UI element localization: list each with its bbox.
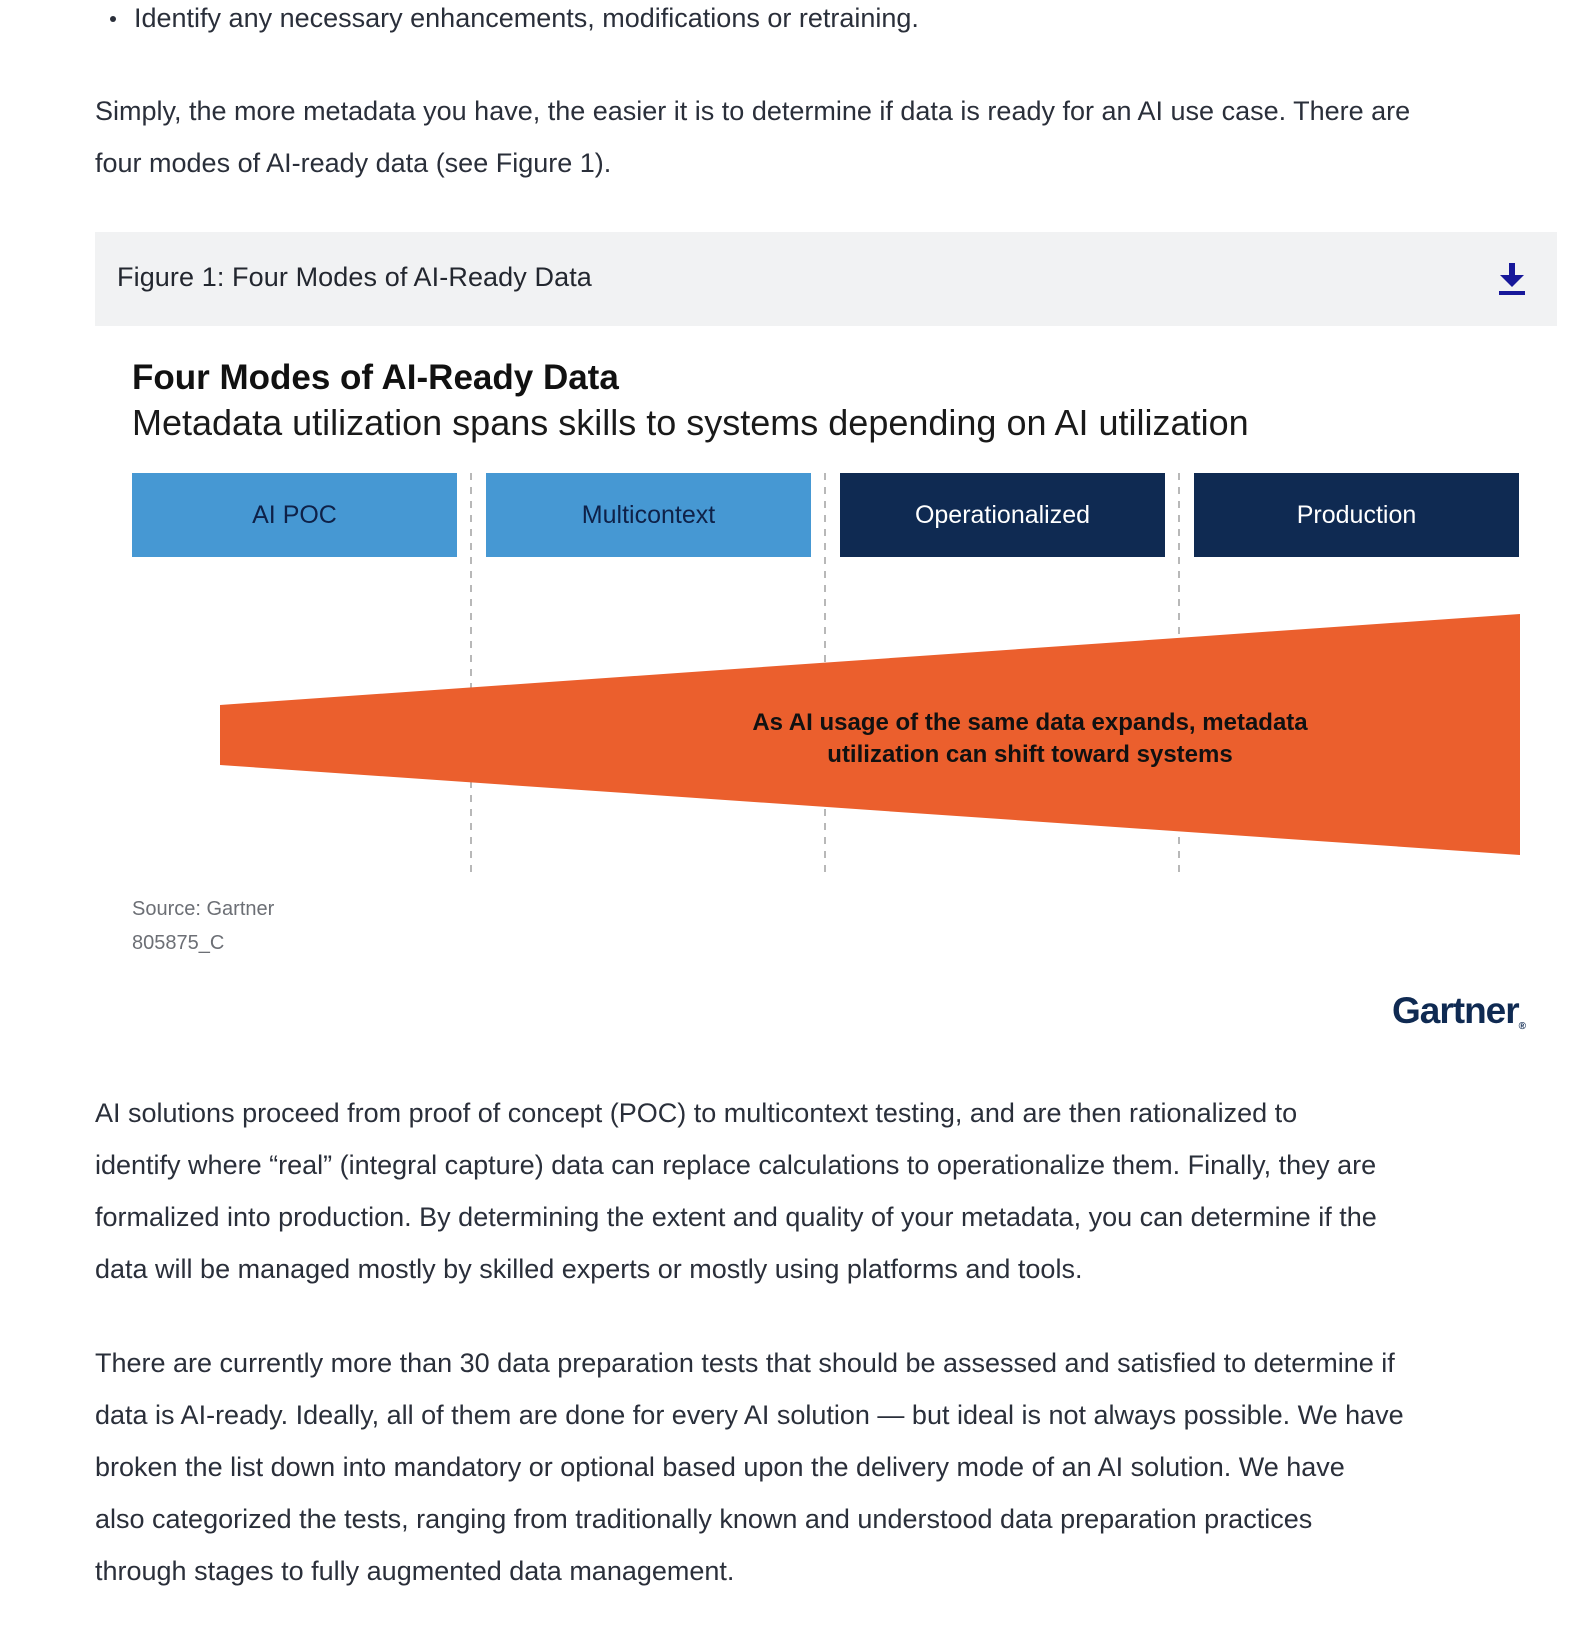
paragraph-line: data will be managed mostly by skilled experts or mostly using platforms and tools. — [95, 1254, 1083, 1284]
gartner-logo — [1392, 990, 1526, 1032]
paragraph-line: data is AI-ready. Ideally, all of them are done for every AI solution — but ideal is not always possible. We have — [95, 1400, 1404, 1430]
mode-box-multicontext — [486, 473, 811, 557]
chart-title: Four Modes of AI-Ready Data — [132, 358, 619, 397]
mode-label: Multicontext — [581, 500, 716, 529]
paragraph-line: four modes of AI-ready data (see Figure 1). — [95, 148, 612, 178]
figure-caption: Figure 1: Four Modes of AI-Ready Data — [117, 262, 592, 292]
paragraph-line: There are currently more than 30 data preparation tests that should be assessed and satisfied to determine if — [95, 1348, 1395, 1378]
chart-subtitle: Metadata utilization spans skills to systems depending on AI utilization — [132, 402, 1249, 443]
paragraph-line: through stages to fully augmented data management. — [95, 1556, 735, 1586]
registered-mark-icon: ® — [1518, 1021, 1527, 1032]
wedge-annotation — [690, 707, 1370, 771]
body-paragraph-3 — [95, 1337, 1565, 1597]
gartner-logo-text: Gartner — [1392, 990, 1519, 1031]
body-paragraph-2 — [95, 1087, 1565, 1295]
figure-id: 805875_C — [132, 932, 225, 954]
paragraph-line: identify where “real” (integral capture) data can replace calculations to operationalize them. Finally, they are — [95, 1150, 1377, 1180]
paragraph-line: also categorized the tests, ranging from traditionally known and understood data preparation practices — [95, 1504, 1313, 1534]
mode-label: Operationalized — [914, 500, 1091, 529]
paragraph-line: AI solutions proceed from proof of concept (POC) to multicontext testing, and are then rationalized to — [95, 1098, 1298, 1128]
paragraph-line: formalized into production. By determining the extent and quality of your metadata, you can determine if the — [95, 1202, 1377, 1232]
paragraph-line: broken the list down into mandatory or optional based upon the delivery mode of an AI solution. We have — [95, 1452, 1345, 1482]
mode-label: AI POC — [252, 500, 337, 529]
mode-box-operationalized — [840, 473, 1165, 557]
wedge-text-line: utilization can shift toward systems — [827, 741, 1233, 768]
wedge-text-line: As AI usage of the same data expands, metadata — [752, 709, 1308, 736]
bullet-text: Identify any necessary enhancements, modifications or retraining. — [134, 3, 919, 33]
mode-label: Production — [1296, 500, 1417, 529]
mode-box-production — [1194, 473, 1519, 557]
mode-box-ai-poc — [132, 473, 457, 557]
paragraph-line: Simply, the more metadata you have, the easier it is to determine if data is ready for an AI use case. There are — [95, 96, 1411, 126]
figure-source: Source: Gartner — [132, 898, 275, 920]
